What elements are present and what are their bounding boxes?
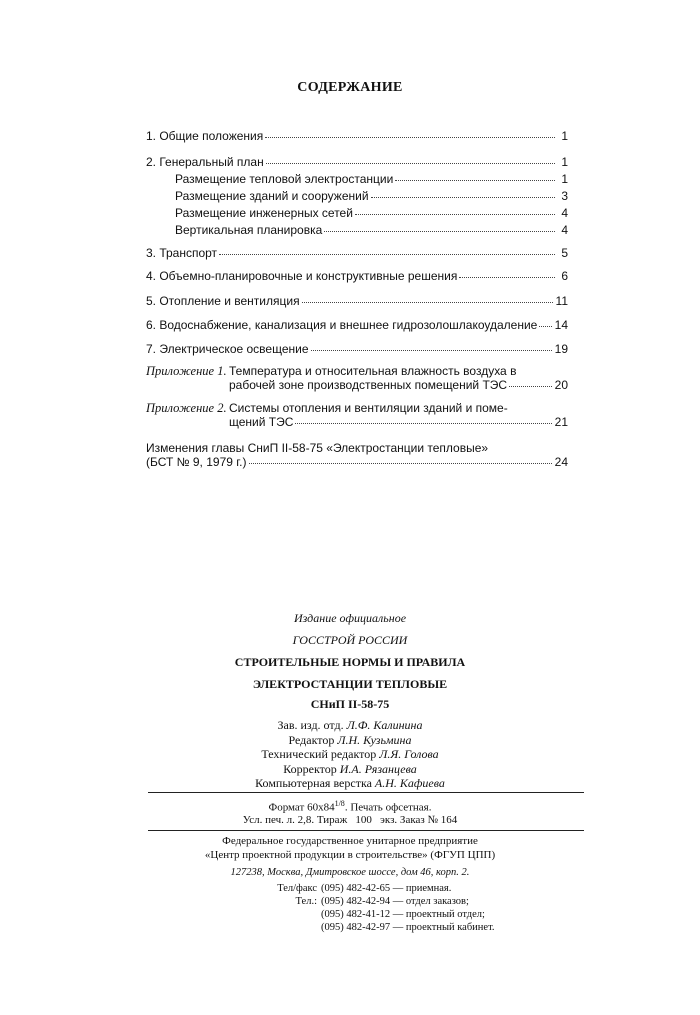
toc-leader-dots	[302, 301, 553, 303]
staff-line	[0, 733, 700, 748]
toc-subentry	[175, 189, 568, 203]
staff-line	[0, 718, 700, 733]
toc-changes-entry	[146, 441, 568, 469]
appendix-title-line: щений ТЭС	[229, 415, 294, 429]
appendix-label: Приложение 1.	[146, 364, 227, 378]
toc-entry	[146, 269, 568, 283]
toc-subentry	[175, 206, 568, 220]
format-line	[0, 797, 700, 815]
toc-entry-page: 21	[554, 415, 568, 429]
document-title: ЭЛЕКТРОСТАНЦИИ ТЕПЛОВЫЕ	[252, 677, 448, 691]
toc-entry	[146, 318, 568, 332]
toc-subentry	[175, 172, 568, 186]
agency-name: ГОССТРОЙ РОССИИ	[292, 633, 408, 647]
toc-entry-page: 24	[554, 455, 568, 469]
toc-entry-text: Размещение тепловой электростанции	[175, 172, 394, 186]
toc-leader-dots	[459, 276, 555, 278]
contact-label	[271, 921, 321, 934]
toc-entry-page: 1	[561, 129, 568, 143]
document-code: СНиП II-58-75	[310, 697, 390, 711]
contact-value: (095) 482-42-65 — приемная.	[321, 883, 452, 894]
toc-leader-dots	[395, 179, 555, 181]
staff-list	[0, 718, 700, 791]
toc-entry-page: 1	[561, 155, 568, 169]
toc-entry-text: 4. Объемно-планировочные и конструктивные решения	[146, 269, 458, 283]
appendix-title-line: Температура и относительная влажность воздуха в	[229, 364, 517, 378]
toc-entry-page: 20	[554, 378, 568, 392]
contact-value: (095) 482-42-97 — проектный кабинет.	[321, 922, 495, 933]
appendix-label: Приложение 2.	[146, 401, 227, 415]
toc-entry-page: 6	[561, 269, 568, 283]
staff-name: Л.Н. Кузьмина	[337, 732, 412, 747]
contact-label: Тел.:	[295, 896, 317, 907]
toc-title: СОДЕРЖАНИЕ	[297, 80, 403, 95]
toc-entry-text: Размещение инженерных сетей	[175, 206, 353, 220]
toc-entry-page: 1	[561, 172, 568, 186]
staff-line	[0, 776, 700, 791]
publisher-line: «Центр проектной продукции в строительстве» (ФГУП ЦПП)	[204, 849, 496, 861]
contact-list	[271, 882, 495, 934]
divider-line	[148, 830, 584, 831]
toc-leader-dots	[324, 230, 555, 232]
staff-role: Корректор	[283, 761, 337, 776]
toc-entry-text: Размещение зданий и сооружений	[175, 189, 369, 203]
toc-entry-page: 3	[561, 189, 568, 203]
toc-leader-dots	[249, 462, 552, 464]
contact-value: (095) 482-42-94 — отдел заказов;	[321, 896, 469, 907]
toc-entry	[146, 155, 568, 169]
edition-note: Издание официальное	[293, 611, 407, 625]
toc-leader-dots	[265, 136, 555, 138]
appendix-title-line: Системы отопления и вентиляции зданий и поме-	[229, 401, 508, 415]
contact-row	[271, 908, 495, 921]
toc-entry-page: 4	[561, 223, 568, 237]
toc-entry-text: 2. Генеральный план	[146, 155, 264, 169]
toc-entry-page: 14	[554, 318, 568, 332]
contact-label: Тел/факс	[277, 883, 317, 894]
format-suffix: . Печать офсетная.	[344, 801, 432, 814]
toc-subentry	[175, 223, 568, 237]
publisher-line: Федеральное государственное унитарное предприятие	[222, 835, 478, 847]
toc-leader-dots	[266, 162, 555, 164]
staff-name: Л.Я. Голова	[379, 747, 439, 761]
staff-line	[0, 747, 700, 762]
toc-leader-dots	[509, 385, 552, 387]
changes-title-line: Изменения главы СниП II-58-75 «Электростанции тепловые»	[146, 441, 489, 455]
staff-name: А.Н. Кафиева	[374, 776, 445, 790]
toc-entry-text: 3. Транспорт	[146, 246, 218, 260]
format-fraction: 1/8	[334, 799, 345, 808]
toc-entry	[146, 129, 568, 143]
contact-row	[271, 921, 495, 934]
toc-leader-dots	[539, 325, 551, 327]
toc-entry-text: 6. Водоснабжение, канализация и внешнее гидрозолошлакоудаление	[146, 318, 538, 332]
toc-entry	[146, 246, 568, 260]
contact-label	[271, 908, 321, 921]
staff-name: И.А. Рязанцева	[339, 761, 417, 776]
toc-entry-text: 7. Электрическое освещение	[146, 342, 309, 356]
toc-leader-dots	[371, 196, 555, 198]
toc-entry-page: 11	[555, 294, 568, 308]
staff-role: Зав. изд. отд.	[277, 718, 344, 732]
toc-entry	[146, 342, 568, 356]
toc-entry-text: 5. Отопление и вентиляция	[146, 294, 300, 308]
contact-row	[271, 895, 495, 908]
toc-entry	[146, 294, 568, 308]
format-prefix: Формат 60х84	[268, 801, 335, 814]
toc-leader-dots	[219, 253, 555, 255]
toc-leader-dots	[355, 213, 555, 215]
toc-leader-dots	[311, 349, 552, 351]
toc-entry-page: 19	[554, 342, 568, 356]
toc-entry-page: 4	[561, 206, 568, 220]
contact-value: (095) 482-41-12 — проектный отдел;	[321, 909, 485, 920]
print-run-line: Усл. печ. л. 2,8. Тираж 100 экз. Заказ № 164	[242, 814, 458, 826]
toc-entry-page: 5	[561, 246, 568, 260]
toc-entry-text: Вертикальная планировка	[175, 223, 323, 237]
staff-name: Л.Ф. Калинина	[346, 718, 423, 732]
staff-line	[0, 762, 700, 777]
toc-entry-text: 1. Общие положения	[146, 129, 264, 143]
changes-title-line: (БСТ № 9, 1979 г.)	[146, 455, 247, 469]
series-title: СТРОИТЕЛЬНЫЕ НОРМЫ И ПРАВИЛА	[234, 655, 466, 669]
staff-role: Компьютерная верстка	[255, 776, 372, 790]
staff-role: Редактор	[288, 732, 335, 747]
divider-line	[148, 792, 584, 793]
appendix-title-line: рабочей зоне производственных помещений ТЭС	[229, 378, 508, 392]
publisher-address: 127238, Москва, Дмитровское шоссе, дом 46, корп. 2.	[230, 867, 470, 878]
contact-row	[271, 882, 495, 895]
toc-leader-dots	[295, 422, 551, 424]
staff-role: Технический редактор	[261, 747, 377, 761]
